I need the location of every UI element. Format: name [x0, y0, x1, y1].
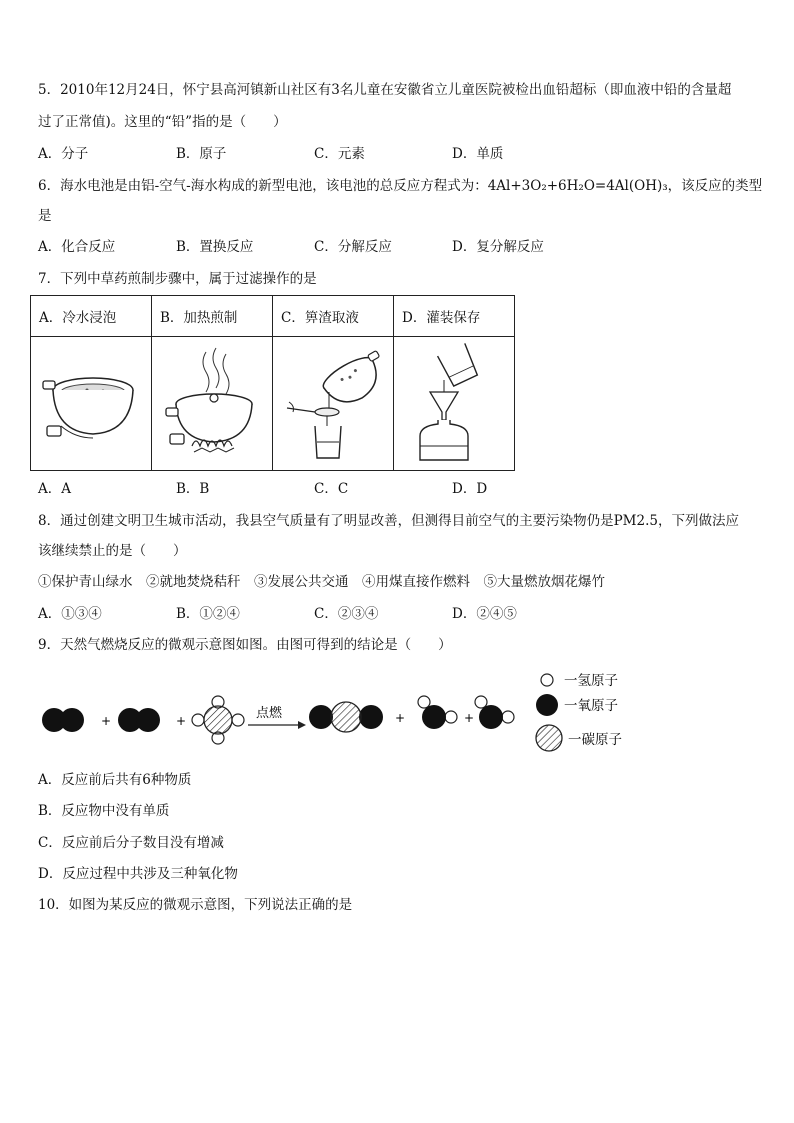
q9-stem: 9．天然气燃烧反应的微观示意图如图。由图可得到的结论是（ ） — [38, 637, 452, 653]
q8-stem-line2: 该继续禁止的是（ ） — [38, 543, 187, 559]
q7-stem: 7．下列中草药煎制步骤中，属于过滤操作的是 — [38, 271, 317, 287]
water-molecule-1 — [418, 696, 457, 729]
q6-stem-line2: 是 — [38, 208, 52, 224]
q9-reaction-diagram — [0, 665, 794, 765]
oxygen-molecule-2 — [118, 708, 160, 732]
methane-molecule — [192, 696, 244, 744]
q9-option-c[interactable]: C．反应前后分子数目没有增减 — [38, 835, 224, 851]
water-molecule-2 — [475, 696, 514, 729]
q5-stem-line1: 5．2010年12月24日，怀宁县高河镇新山社区有3名儿童在安徽省立儿童医院被检出血铅超标（即血液中铅的含量超 — [38, 82, 732, 98]
plus-sign-3: + — [395, 711, 406, 725]
q7-option-b[interactable]: B．B — [176, 481, 210, 497]
plus-sign-1: + — [101, 714, 112, 728]
svg-text:一氢原子: 一氢原子 — [564, 673, 618, 689]
legend-hydrogen — [541, 673, 618, 689]
q5-option-d[interactable]: D．单质 — [452, 146, 504, 162]
oxygen-atom-icon — [536, 694, 558, 716]
q5-option-c[interactable]: C．元素 — [314, 146, 365, 162]
q8-option-c[interactable]: C．②③④ — [314, 606, 379, 622]
q5-option-b[interactable]: B．原子 — [176, 146, 227, 162]
q9-option-a[interactable]: A．反应前后共有6种物质 — [38, 772, 192, 788]
oxygen-molecule-1 — [42, 708, 84, 732]
q7-header-c: C．箅渣取液 — [273, 296, 394, 337]
q7-option-d[interactable]: D．D — [452, 481, 488, 497]
q7-header-b: B．加热煎制 — [152, 296, 273, 337]
q10-stem: 10．如图为某反应的微观示意图，下列说法正确的是 — [38, 897, 353, 913]
q9-option-b[interactable]: B．反应物中没有单质 — [38, 803, 170, 819]
legend-carbon — [536, 725, 622, 751]
carbon-dioxide-molecule — [309, 702, 383, 732]
ignite-label: 点燃 — [256, 706, 283, 721]
q6-option-d[interactable]: D．复分解反应 — [452, 239, 544, 255]
q6-option-b[interactable]: B．置换反应 — [176, 239, 254, 255]
q6-option-c[interactable]: C．分解反应 — [314, 239, 392, 255]
q8-option-a[interactable]: A．①③④ — [38, 606, 102, 622]
q7-steps-table — [30, 295, 515, 471]
q8-items: ①保护青山绿水 ②就地焚烧秸秆 ③发展公共交通 ④用煤直接作燃料 ⑤大量燃放烟花爆竹 — [38, 574, 605, 590]
q8-stem-line1: 8．通过创建文明卫生城市活动，我县空气质量有了明显改善，但测得目前空气的主要污染物仍是PM2.5，下列做法应 — [38, 513, 739, 529]
q8-option-b[interactable]: B．①②④ — [176, 606, 240, 622]
q7-header-d: D．灌装保存 — [394, 296, 515, 337]
hydrogen-atom-icon — [541, 674, 553, 686]
plus-sign-4: + — [464, 711, 475, 725]
plus-sign-2: + — [176, 714, 187, 728]
svg-text:一氧原子: 一氧原子 — [564, 698, 618, 714]
q7-option-a[interactable]: A．A — [38, 481, 71, 497]
q7-image-soaking — [31, 337, 152, 471]
svg-text:一碳原子: 一碳原子 — [568, 732, 622, 748]
q5-option-a[interactable]: A．分子 — [38, 146, 89, 162]
q7-image-bottling — [394, 337, 515, 471]
q8-option-d[interactable]: D．②④⑤ — [452, 606, 517, 622]
carbon-atom-icon — [536, 725, 562, 751]
q7-header-a: A．冷水浸泡 — [31, 296, 152, 337]
q6-stem-line1: 6．海水电池是由铝-空气-海水构成的新型电池，该电池的总反应方程式为：4Al+3O₂+6H₂O=4Al(OH)₃，该反应的类型 — [38, 178, 763, 194]
q7-image-boiling — [152, 337, 273, 471]
q7-option-c[interactable]: C．C — [314, 481, 349, 497]
q9-option-d[interactable]: D．反应过程中共涉及三种氧化物 — [38, 866, 238, 882]
legend-oxygen — [536, 694, 618, 716]
q6-option-a[interactable]: A．化合反应 — [38, 239, 116, 255]
q5-stem-line2: 过了正常值)。这里的“铅”指的是（ ） — [38, 114, 287, 130]
q7-image-filtering — [273, 337, 394, 471]
